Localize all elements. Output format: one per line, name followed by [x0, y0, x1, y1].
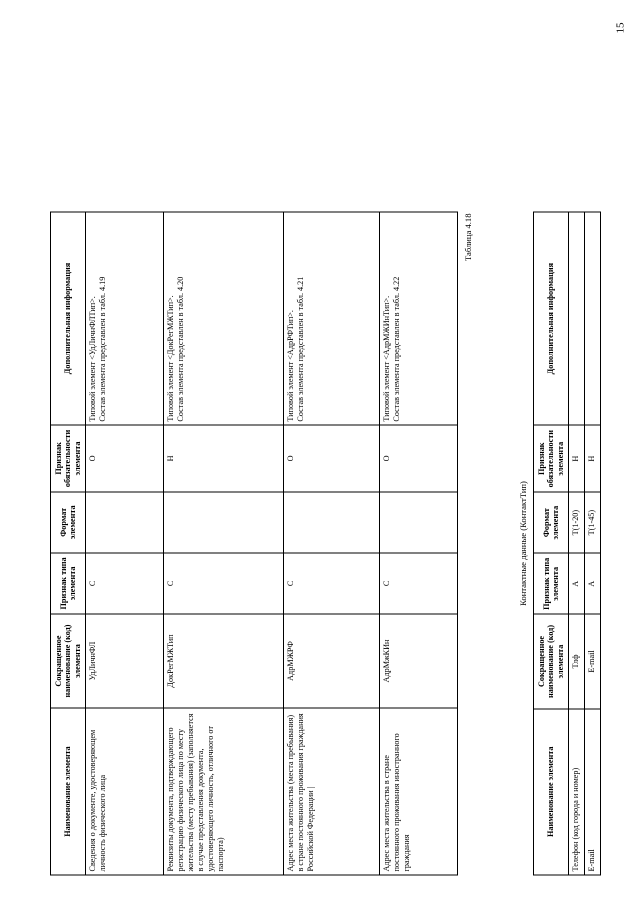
info-line: Типовой элемент <ДокРегМЖТип>. — [166, 294, 176, 422]
table-4-18-caption: Таблица 4.18 — [463, 213, 474, 261]
cell-extra-info — [164, 212, 284, 425]
col-header-type-flag: Признак типа элемента — [51, 552, 86, 613]
table-header-row — [51, 212, 86, 875]
cell-type-flag: А — [585, 553, 601, 614]
col-header-name: Наименование элемента — [51, 708, 86, 875]
contact-data-table-block — [518, 211, 601, 875]
col-header-short-name: Сокращенное наименование (код) элемента — [51, 613, 86, 707]
cell-extra-info — [569, 212, 585, 425]
cell-short-name: E-mail — [585, 614, 601, 708]
cell-type-flag: А — [569, 553, 585, 614]
table-4-18-block — [50, 211, 473, 875]
cell-type-flag: С — [164, 552, 284, 613]
col-header-format: Формат элемента — [534, 492, 569, 553]
col-header-format: Формат элемента — [51, 491, 86, 552]
cell-name: Сведения о документе, удостоверяющем личность физического лица — [86, 708, 164, 875]
info-line: Состав элемента представлен в табл. 4.22 — [392, 276, 402, 422]
table-row — [569, 212, 585, 875]
table-row — [164, 212, 284, 875]
cell-name: E-mail — [585, 708, 601, 874]
cell-short-name: УдЛичнФЛ — [86, 613, 164, 707]
info-line: Состав элемента представлен в табл. 4.21 — [296, 276, 306, 422]
col-header-obligation: Признак обязательности элемента — [534, 425, 569, 492]
cell-short-name: Тлф — [569, 614, 585, 708]
table-row — [585, 212, 601, 875]
info-line: Типовой элемент <АдрРФТип>. — [286, 309, 296, 422]
table-row — [380, 212, 458, 875]
cell-obligation: Н — [164, 425, 284, 492]
cell-extra-info — [284, 212, 380, 425]
cell-format: Т(1-20) — [569, 492, 585, 553]
cell-short-name: АдрМЖРФ — [284, 613, 380, 707]
cell-obligation: Н — [569, 425, 585, 492]
cell-extra-info — [585, 212, 601, 425]
cell-name: Телефон (код города и номер) — [569, 708, 585, 874]
cell-extra-info — [86, 212, 164, 425]
cell-format — [164, 491, 284, 552]
table-row — [86, 212, 164, 875]
cell-obligation: Н — [585, 425, 601, 492]
info-line: Состав элемента представлен в табл. 4.20 — [176, 276, 186, 422]
info-line: Состав элемента представлен в табл. 4.19 — [98, 276, 108, 422]
cell-obligation: О — [284, 425, 380, 492]
cell-obligation: О — [86, 425, 164, 492]
col-header-name: Наименование элемента — [534, 708, 569, 874]
cell-format — [380, 491, 458, 552]
cell-name: Реквизиты документа, подтверждающего регистрацию физического лица по месту жительства (месту пребывания) (заполняется в случае представления документа, удостоверяющего личность, отличного от паспорта) — [164, 708, 284, 875]
elements-table — [50, 211, 458, 875]
cell-type-flag: С — [380, 552, 458, 613]
cell-short-name: АдрМжКИн — [380, 613, 458, 707]
col-header-obligation: Признак обязательности элемента — [51, 425, 86, 492]
info-line: Типовой элемент <УдЛичнФЛТип>. — [88, 295, 98, 422]
rotated-content-area — [40, 30, 600, 875]
col-header-type-flag: Признак типа элемента — [534, 553, 569, 614]
cell-type-flag: С — [284, 552, 380, 613]
col-header-extra-info: Дополнительная информация — [534, 212, 569, 425]
cell-name: Адрес места жительства (места пребывания) в стране постоянного проживания граждания Российской Федерации | — [284, 708, 380, 875]
cell-obligation: О — [380, 425, 458, 492]
contact-elements-table — [533, 211, 601, 875]
cell-format — [284, 491, 380, 552]
col-header-short-name: Сокращенное наименование (код) элемента — [534, 614, 569, 708]
col-header-extra-info: Дополнительная информация — [51, 212, 86, 425]
table-row — [284, 212, 380, 875]
cell-name: Адрес места жительства в стране постоянного проживания иностранного граждания — [380, 708, 458, 875]
cell-type-flag: С — [86, 552, 164, 613]
contact-table-caption: Контактные данные (КонтактТип) — [518, 480, 528, 606]
cell-format: Т(1-45) — [585, 492, 601, 553]
cell-format — [86, 491, 164, 552]
cell-extra-info — [380, 212, 458, 425]
table-header-row — [534, 212, 569, 875]
info-line: Типовой элемент <АдрМЖИнТип>. — [382, 295, 392, 422]
cell-short-name: ДокРегМЖТип — [164, 613, 284, 707]
page-number: 15 — [614, 22, 627, 34]
